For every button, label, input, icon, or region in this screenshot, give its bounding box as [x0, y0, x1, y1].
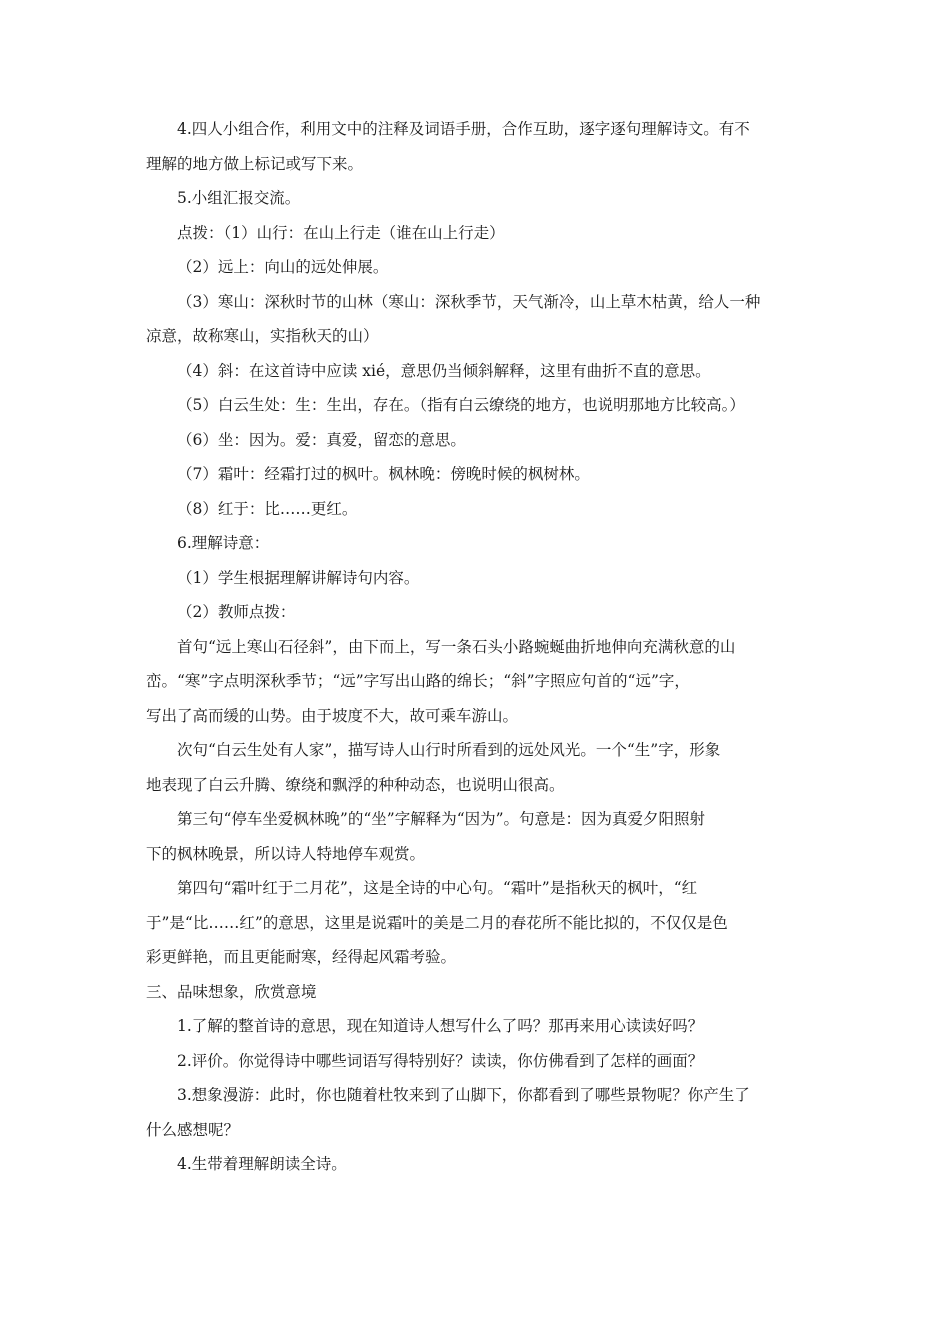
paragraph-line: 理解的地方做上标记或写下来。 — [146, 154, 364, 173]
paragraph-line: 第三句“停车坐爱枫林晚”的“坐”字解释为“因为”。句意是：因为真爱夕阳照射 — [177, 810, 706, 828]
document-page — [146, 112, 806, 1182]
paragraph-line: 于”是“比……红”的意思，这里是说霜叶的美是二月的春花所不能比拟的，不仅仅是色 — [146, 913, 728, 932]
paragraph-line: 峦。“寒”字点明深秋季节；“远”字写出山路的绵长；“斜”字照应句首的“远”字， — [146, 672, 690, 690]
paragraph-line: （7）霜叶：经霜打过的枫叶。枫林晚：傍晚时候的枫树林。 — [177, 465, 590, 483]
paragraph-line: 6.理解诗意： — [177, 534, 270, 552]
paragraph-line: （8）红于：比……更红。 — [177, 499, 358, 518]
paragraph-line: 首句“远上寒山石径斜”，由下而上，写一条石头小路蜿蜒曲折地伸向充满秋意的山 — [177, 637, 736, 656]
paragraph-line: （2）远上：向山的远处伸展。 — [177, 258, 389, 276]
paragraph-line: 下的枫林晚景，所以诗人特地停车观赏。 — [146, 844, 426, 863]
paragraph-line: （2）教师点拨： — [177, 603, 296, 621]
paragraph-line: 第四句“霜叶红于二月花”，这是全诗的中心句。“霜叶”是指秋天的枫叶，“红 — [177, 879, 698, 897]
section-heading: 三、品味想象，欣赏意境 — [146, 982, 317, 1001]
paragraph-line: 彩更鲜艳，而且更能耐寒，经得起风霜考验。 — [146, 948, 457, 966]
paragraph-line: 2.评价。你觉得诗中哪些词语写得特别好？读读，你仿佛看到了怎样的画面？ — [177, 1051, 704, 1070]
paragraph-line: （5）白云生处：生：生出，存在。（指有白云缭绕的地方，也说明那地方比较高。） — [177, 396, 745, 414]
paragraph-line: 4.四人小组合作，利用文中的注释及词语手册，合作互助，逐字逐句理解诗文。有不 — [177, 120, 750, 138]
paragraph-line: 4.生带着理解朗读全诗。 — [177, 1155, 347, 1173]
paragraph-line: 点拨：（1）山行：在山上行走（谁在山上行走） — [177, 223, 505, 242]
paragraph-line: 次句“白云生处有人家”，描写诗人山行时所看到的远处风光。一个“生”字，形象 — [177, 741, 721, 759]
paragraph-line: 什么感想呢？ — [146, 1120, 240, 1139]
paragraph-line: （6）坐：因为。爱：真爱，留恋的意思。 — [177, 430, 466, 449]
paragraph-line: （3）寒山：深秋时节的山林（寒山：深秋季节，天气渐冷，山上草木枯黄，给人一种 — [177, 292, 761, 311]
paragraph-line: 3.想象漫游：此时，你也随着杜牧来到了山脚下，你都看到了哪些景物呢？你产生了 — [177, 1086, 750, 1104]
paragraph-line: 地表现了白云升腾、缭绕和飘浮的种种动态，也说明山很高。 — [146, 775, 565, 794]
paragraph-line: 凉意，故称寒山，实指秋天的山） — [146, 327, 379, 345]
paragraph-line: 写出了高而缓的山势。由于坡度不大，故可乘车游山。 — [146, 706, 519, 725]
paragraph-line: （4）斜：在这首诗中应读 xié，意思仍当倾斜解释，这里有曲折不直的意思。 — [177, 361, 711, 380]
paragraph-line: 5.小组汇报交流。 — [177, 189, 301, 207]
paragraph-line: 1.了解的整首诗的意思，现在知道诗人想写什么了吗？那再来用心读读好吗？ — [177, 1017, 704, 1035]
paragraph-line: （1）学生根据理解讲解诗句内容。 — [177, 568, 420, 587]
